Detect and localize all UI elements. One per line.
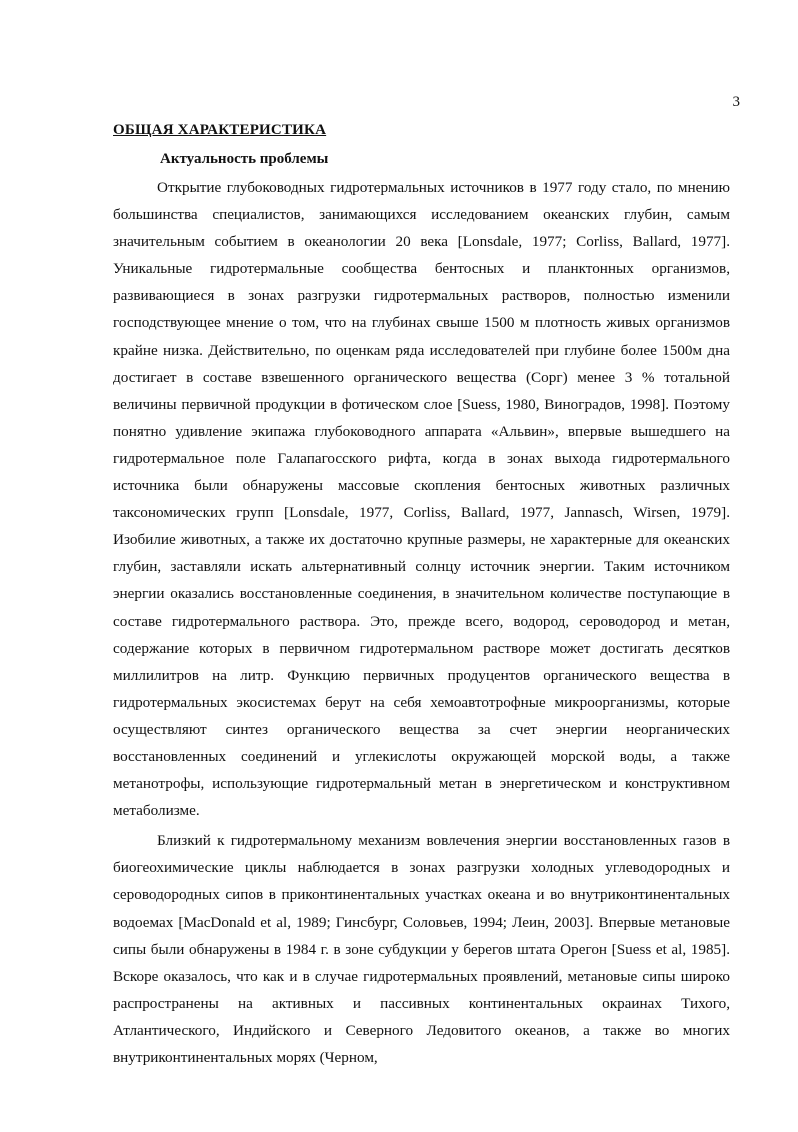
body-text bbox=[113, 174, 730, 1071]
paragraph-2: Близкий к гидротермальному механизм вовлечения энергии восстановленных газов в биогеохимические циклы наблюдается в зонах разгрузки холодных углеводородных и сероводородных сипов в приконтинентальных участках океана и во внутриконтинентальных водоемах [MacDonald et al, 1989; Гинсбург, Соловьев, 1994; Леин, 2003]. Впервые метановые сипы были обнаружены в 1984 г. в зоне субдукции у берегов штата Орегон [Suess et al, 1985]. Вскоре оказалось, что как и в случае гидротермальных проявлений, метановые сипы широко распространены на активных и пассивных континентальных окраинах Тихого, Атлантического, Индийского и Северного Ледовитого океанов, а также во многих внутриконтинентальных морях (Черном, bbox=[113, 832, 730, 1066]
section-title: ОБЩАЯ ХАРАКТЕРИСТИКА bbox=[113, 122, 327, 138]
subsection-title: Актуальность проблемы bbox=[160, 151, 329, 167]
page-number: 3 bbox=[732, 94, 740, 110]
paragraph-1: Открытие глубоководных гидротермальных источников в 1977 году стало, по мнению большинства специалистов, занимающихся исследованием океанских глубин, самым значительным событием в океанологии 20 века [Lonsdale, 1977; Corliss, Ballard, 1977]. Уникальные гидротермальные сообщества бентосных и планктонных организмов, развивающиеся в зонах разгрузки гидротермальных растворов, полностью изменили господствующее мнение о том, что на глубинах свыше 1500 м плотность живых организмов крайне низка. Действительно, по оценкам ряда исследователей при глубине более 1500м дна достигает в составе взвешенного органического вещества (Cорг) менее 3 % тотальной величины первичной продукции в фотическом слое [Suess, 1980, Виноградов, 1998]. Поэтому понятно удивление экипажа глубоководного аппарата «Альвин», впервые вышедшего на гидротермальное поле Галапагосского рифта, когда в зонах выхода гидротермального источника были обнаружены массовые скопления бентосных животных различных таксономических групп [Lonsdale, 1977, Corliss, Ballard, 1977, Jannasch, Wirsen, 1979]. Изобилие животных, а также их достаточно крупные размеры, не характерные для океанских глубин, заставляли искать альтернативный солнцу источник энергии. Таким источником энергии оказались восстановленные соединения, в значительном количестве поступающие в составе гидротермального раствора. Это, прежде всего, водород, сероводород и метан, содержание которых в первичном гидротермальном растворе может достигать десятков миллилитров на литр. Функцию первичных продуцентов органического вещества в гидротермальных экосистемах берут на себя хемоавтотрофные микроорганизмы, которые осуществляют синтез органического вещества за счет энергии неорганических восстановленных соединений и углекислоты окружающей морской воды, а также метанотрофы, использующие гидротермальный метан в энергетическом и конструктивном метаболизме. bbox=[113, 179, 730, 820]
